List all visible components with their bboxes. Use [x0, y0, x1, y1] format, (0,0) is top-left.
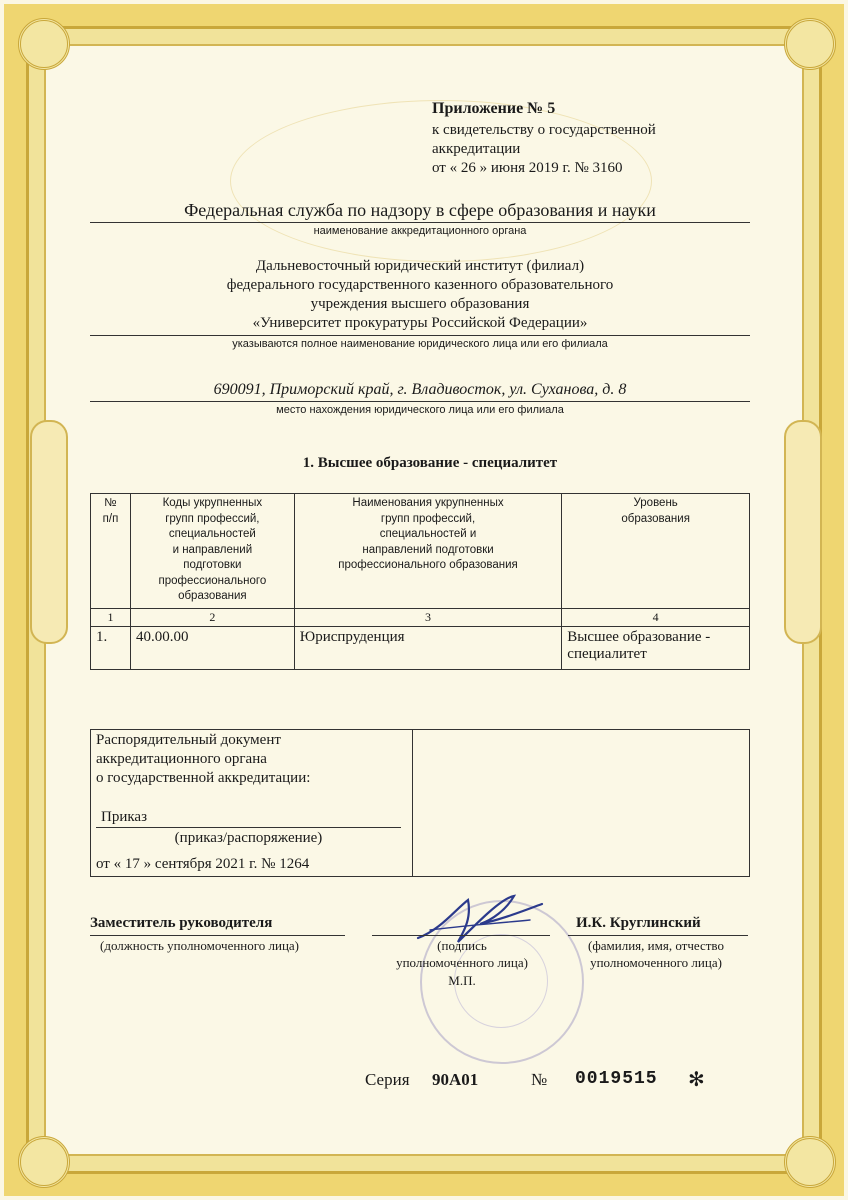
position-caption: (должность уполномоченного лица) [100, 938, 300, 953]
order-line-1: Распорядительный документ [96, 732, 281, 748]
institution-line-4: «Университет прокуратуры Российской Федерации» [252, 315, 588, 331]
header-cell-codes: Коды укрупненных групп профессий, специальностей и направлений подготовки профессионального образования [130, 494, 294, 609]
column-number: 2 [130, 609, 294, 627]
order-doc-type: Приказ [101, 809, 148, 825]
column-number: 1 [91, 609, 131, 627]
institution-underline [90, 335, 750, 336]
column-number: 3 [294, 609, 562, 627]
corner-ornament-icon [784, 1136, 836, 1188]
row-number: 1. [91, 627, 131, 670]
side-ornament-icon [30, 420, 68, 644]
corner-ornament-icon [18, 1136, 70, 1188]
column-number: 4 [562, 609, 750, 627]
order-line-2: аккредитационного органа [96, 751, 267, 767]
side-ornament-icon [784, 420, 822, 644]
authority-name: Федеральная служба по надзору в сфере образования и науки [184, 200, 656, 220]
institution-caption: указываются полное наименование юридического лица или его филиала [232, 338, 608, 350]
corner-ornament-icon [18, 18, 70, 70]
name-underline [568, 935, 748, 936]
order-box-divider [412, 730, 413, 876]
stamp-place-label: М.П. [448, 973, 476, 988]
appendix-title: Приложение № 5 [432, 100, 556, 117]
row-name: Юриспруденция [294, 627, 562, 670]
institution-line-2: федерального государственного казенного образовательного [226, 277, 614, 293]
signature-caption-1: (подпись [437, 938, 487, 953]
table-row [91, 627, 750, 670]
row-code: 40.00.00 [130, 627, 294, 670]
series-label: Серия [365, 1070, 410, 1089]
serial-mark-icon: ✻ [688, 1069, 705, 1091]
position-underline [90, 935, 345, 936]
corner-ornament-icon [784, 18, 836, 70]
series-value: 90А01 [432, 1070, 479, 1089]
address-caption: место нахождения юридического лица или его филиала [276, 404, 564, 416]
table-header-row [91, 494, 750, 609]
authority-underline [90, 222, 750, 223]
name-caption-1: (фамилия, имя, отчество [588, 938, 724, 953]
order-doc-caption: (приказ/распоряжение) [174, 830, 323, 846]
number-label: № [531, 1070, 548, 1089]
header-cell-names: Наименования укрупненных групп профессий, специальностей и направлений подготовки профессионального образования [294, 494, 562, 609]
institution-line-3: учреждения высшего образования [310, 296, 530, 312]
signature-caption-2: уполномоченного лица) [396, 955, 528, 970]
column-numbers-row [91, 609, 750, 627]
authority-caption: наименование аккредитационного органа [313, 225, 527, 237]
institution-line-1: Дальневосточный юридический институт (филиал) [255, 258, 585, 274]
row-level: Высшее образование - специалитет [562, 627, 750, 670]
section-title: 1. Высшее образование - специалитет [302, 455, 558, 471]
order-date: от « 17 » сентября 2021 г. № 1264 [96, 856, 310, 872]
appendix-date: от « 26 » июня 2019 г. № 3160 [432, 160, 623, 176]
programs-table [90, 493, 750, 670]
header-cell-level: Уровень образования [562, 494, 750, 609]
header-cell-number: № п/п [91, 494, 131, 609]
order-line-3: о государственной аккредитации: [96, 770, 311, 786]
signature-underline [372, 935, 550, 936]
appendix-line-2: аккредитации [432, 141, 521, 157]
address-underline [90, 401, 750, 402]
name-caption-2: уполномоченного лица) [590, 955, 722, 970]
signer-name: И.К. Круглинский [576, 915, 701, 931]
signer-position: Заместитель руководителя [90, 915, 273, 931]
order-doc-underline [96, 827, 401, 828]
appendix-line-1: к свидетельству о государственной [432, 122, 656, 138]
address-value: 690091, Приморский край, г. Владивосток, ул. Суханова, д. 8 [213, 381, 627, 398]
serial-number: 0019515 [575, 1069, 658, 1089]
